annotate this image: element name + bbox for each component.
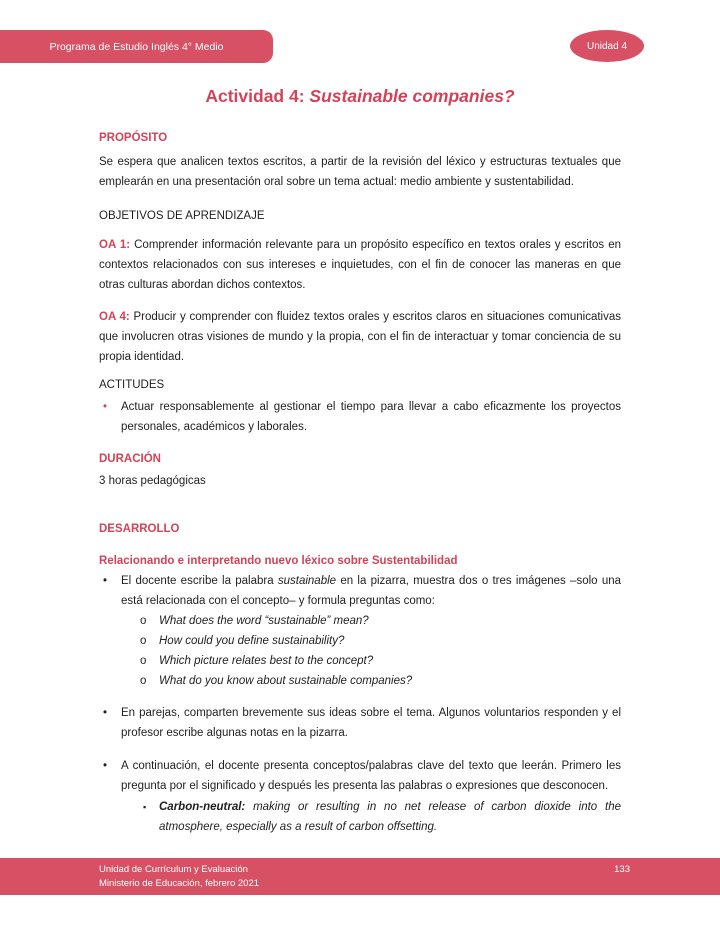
footer-line2: Ministerio de Educación, febrero 2021 — [99, 877, 260, 889]
question-list-item — [140, 631, 621, 651]
oa4-label: OA 4: — [99, 311, 130, 323]
definition-body: making or resulting in no net release of carbon dioxide into the atmosphere, especially as a result of carbon offsetting. — [159, 801, 621, 833]
definition-list-item — [143, 797, 621, 837]
duracion-paragraph: 3 horas pedagógicas — [99, 475, 206, 487]
red-dot-bullet-icon: • — [103, 401, 108, 413]
actitudes-bullet-text: Actuar responsablemente al gestionar el tiempo para llevar a cabo eficazmente los proyectos personales, académicos y laborales. — [121, 401, 621, 433]
desarrollo-list-item-1 — [99, 571, 621, 611]
objetivos-heading: OBJETIVOS DE APRENDIZAJE — [99, 210, 265, 222]
proposito-paragraph: Se espera que analicen textos escritos, a partir de la revisión del léxico y estructuras textuales que emplearán en una presentación oral sobre un tema actual: medio ambiente y sustentabilidad. — [99, 156, 621, 188]
footer-left — [99, 863, 259, 890]
definition-term: Carbon-neutral: — [159, 801, 246, 813]
proposito-heading: PROPÓSITO — [99, 132, 168, 144]
bullet1-post: en la pizarra, muestra dos o tres imágenes –solo una está relacionada con el concepto– y formula preguntas como: — [121, 575, 622, 607]
circle-bullet-icon: o — [140, 615, 147, 627]
desarrollo-bullet1-text — [121, 571, 621, 611]
page-title — [0, 85, 720, 107]
unit-badge — [570, 30, 644, 62]
question-list-item — [140, 651, 621, 671]
actitudes-heading: ACTITUDES — [99, 379, 165, 391]
page-title-italic: Sustainable companies? — [309, 86, 515, 106]
oa4-paragraph — [99, 307, 621, 367]
actitudes-list-item — [99, 397, 621, 437]
circle-bullet-icon: o — [140, 655, 147, 667]
question-text-4: What do you know about sustainable companies? — [159, 675, 413, 687]
circle-bullet-icon: o — [140, 675, 147, 687]
definition-text — [159, 797, 621, 837]
footer-bar — [0, 858, 720, 895]
desarrollo-subheading: Relacionando e interpretando nuevo léxico sobre Sustentabilidad — [99, 555, 458, 567]
desarrollo-heading: DESARROLLO — [99, 523, 180, 535]
document-body — [99, 124, 621, 837]
question-text-1: What does the word “sustainable” mean? — [159, 615, 369, 627]
program-badge — [0, 30, 273, 63]
square-bullet-icon: ▪ — [143, 802, 147, 812]
question-text-3: Which picture relates best to the concept? — [159, 655, 374, 667]
question-text-2: How could you define sustainability? — [159, 635, 345, 647]
dot-bullet-icon: • — [103, 707, 108, 719]
question-list-item — [140, 671, 621, 691]
oa1-label: OA 1: — [99, 239, 131, 251]
desarrollo-list-item-3 — [99, 756, 621, 796]
desarrollo-bullet2-text: En parejas, comparten brevemente sus ideas sobre el tema. Algunos voluntarios responden y el profesor escribe algunas notas en la pizarra. — [121, 707, 621, 739]
duracion-heading: DURACIÓN — [99, 453, 161, 465]
footer-page-number: 133 — [614, 864, 630, 875]
oa1-paragraph — [99, 235, 621, 295]
question-list-item — [140, 611, 621, 631]
bullet1-italic-word: sustainable — [277, 575, 337, 587]
bullet1-pre: El docente escribe la palabra — [121, 575, 278, 587]
footer-line1: Unidad de Currículum y Evaluación — [99, 864, 248, 875]
unit-badge-label: Unidad 4 — [586, 40, 628, 52]
oa4-text: Producir y comprender con fluidez textos orales y escritos claros en situaciones comunicativas que involucren otras visiones de mundo y la propia, con el fin de interactuar y tomar conciencia de su propia identidad. — [99, 311, 621, 363]
dot-bullet-icon: • — [103, 575, 108, 587]
program-badge-label: Programa de Estudio Inglés 4° Medio — [49, 40, 224, 53]
oa1-text: Comprender información relevante para un propósito específico en textos orales y escritos en contextos relacionados con sus intereses e inquietudes, con el fin de conocer las maneras en que otras culturas abordan dichos contextos. — [99, 239, 622, 291]
page-title-prefix: Actividad 4: — [205, 86, 310, 106]
circle-bullet-icon: o — [140, 635, 147, 647]
desarrollo-list-item-2 — [99, 703, 621, 743]
dot-bullet-icon: • — [103, 760, 108, 772]
desarrollo-bullet3-text: A continuación, el docente presenta conceptos/palabras clave del texto que leerán. Primero les pregunta por el significado y después les presenta las palabras o expresiones que desconocen. — [121, 760, 621, 792]
